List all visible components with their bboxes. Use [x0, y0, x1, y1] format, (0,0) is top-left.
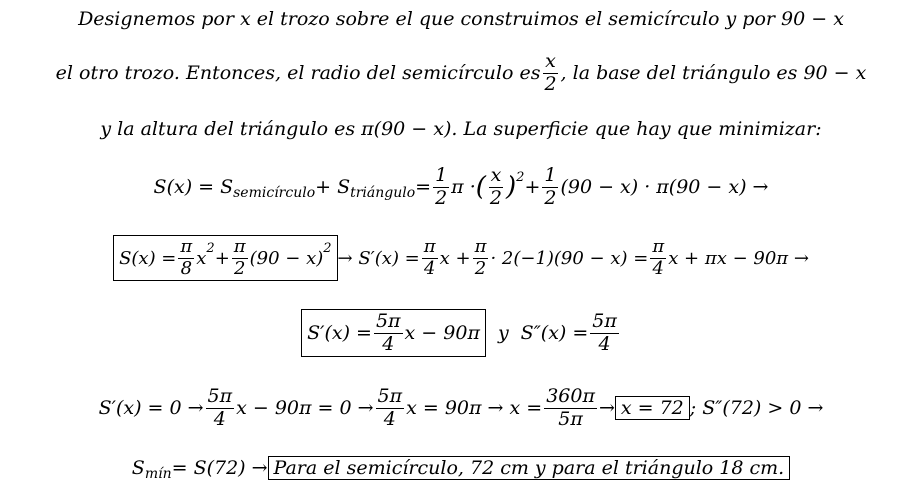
eq2-box-lhs: S(x) =	[119, 247, 177, 269]
eq1-subscript-semicirculo: semicírculo	[233, 185, 316, 201]
eq4-fraction-1	[206, 384, 235, 430]
fraction-denominator: 5π	[558, 407, 583, 430]
fraction-numerator: 5π	[592, 309, 617, 332]
text-line-2-before: el otro trozo. Entonces, el radio del semicírculo es	[55, 62, 541, 84]
eq1-right-paren: )	[506, 172, 517, 202]
eq1-left-paren: (	[475, 172, 486, 202]
eq5-subscript-min: mín	[144, 466, 172, 482]
fraction-numerator: 5π	[375, 309, 401, 332]
eq2-fraction-2	[473, 235, 489, 279]
fraction-denominator: 4	[213, 407, 226, 430]
fraction-numerator: π	[474, 235, 487, 257]
fraction-denominator: 4	[382, 332, 395, 355]
eq2-boxed-function	[113, 235, 337, 282]
equation-4	[0, 380, 922, 436]
eq4-fraction-2	[376, 384, 405, 430]
fraction-denominator: 4	[423, 257, 436, 279]
eq1-tail: (90 − x) · π(90 − x) →	[560, 176, 769, 198]
eq3-conjunction: y	[497, 322, 509, 344]
fraction-numerator: 1	[544, 163, 557, 186]
fraction-denominator: 4	[383, 407, 396, 430]
eq3-second-derivative: S″(x) =	[520, 322, 589, 344]
eq4-tail: ; S″(72) > 0 →	[689, 397, 824, 419]
equation-3	[0, 305, 922, 361]
fraction-numerator: π	[180, 235, 193, 257]
fraction-numerator: π	[233, 235, 246, 257]
text-line-2	[0, 48, 922, 98]
fraction-denominator: 4	[598, 332, 611, 355]
text-line-3-content: y la altura del triángulo es π(90 − x). La superficie que hay que minimizar:	[100, 118, 822, 140]
eq5-s: S	[131, 457, 145, 479]
fraction-denominator: 8	[180, 257, 193, 279]
text-line-1-content: Designemos por x el trozo sobre el que construimos el semicírculo y por 90 − x	[78, 8, 844, 30]
eq2-mid: x +	[439, 247, 471, 269]
eq1-pi-dot: π ·	[451, 176, 476, 198]
fraction-numerator: x	[545, 49, 556, 72]
fraction-x-over-2	[542, 49, 558, 95]
eq2-box-tail: (90 − x)	[249, 247, 324, 269]
eq2-box-x: x	[196, 247, 207, 269]
eq3-box-fraction	[374, 309, 403, 355]
eq2-mid-2: · 2(−1)(90 − x) =	[490, 247, 649, 269]
fraction-numerator: 360π	[546, 384, 595, 407]
eq2-box-plus: +	[214, 247, 230, 269]
equation-5	[0, 452, 922, 484]
eq4-mid-2: x = 90π → x =	[406, 397, 543, 419]
eq2-box-fraction-1	[178, 235, 194, 279]
equation-1	[0, 160, 922, 214]
equation-2	[0, 230, 922, 286]
eq2-box-superscript-2: 2	[323, 240, 332, 256]
fraction-numerator: 5π	[207, 384, 233, 407]
eq3-box-tail: x − 90π	[404, 322, 480, 344]
fraction-numerator: π	[423, 235, 436, 257]
eq1-lhs: S(x) = S	[153, 176, 234, 198]
fraction-denominator: 4	[652, 257, 664, 279]
text-line-2-after: , la base del triángulo es 90 − x	[560, 62, 867, 84]
eq3-boxed-derivative	[301, 309, 486, 358]
eq4-start: S′(x) = 0 →	[98, 397, 204, 419]
fraction-numerator: x	[490, 163, 502, 186]
eq3-box-lhs: S′(x) =	[307, 322, 372, 344]
eq1-subscript-triangulo: triángulo	[350, 185, 416, 201]
eq2-derivative-start: → S′(x) =	[337, 247, 420, 269]
eq2-fraction-1	[422, 235, 438, 279]
eq2-box-fraction-2	[232, 235, 248, 279]
eq5-boxed-conclusion: Para el semicírculo, 72 cm y para el triángulo 18 cm.	[268, 456, 791, 480]
text-line-1	[0, 6, 922, 32]
eq2-fraction-3	[650, 235, 666, 279]
eq2-box-superscript: 2	[206, 240, 215, 256]
eq1-superscript: 2	[516, 169, 525, 185]
fraction-denominator: 2	[474, 257, 487, 279]
eq4-arrow: →	[598, 397, 615, 419]
fraction-numerator: π	[652, 235, 665, 257]
fraction-numerator: 1	[435, 163, 448, 186]
eq3-fraction-2	[590, 309, 619, 355]
eq5-mid: = S(72) →	[171, 457, 268, 479]
eq1-fraction-1	[433, 163, 449, 209]
eq4-boxed-result: x = 72	[615, 396, 690, 420]
eq2-tail: x + πx − 90π →	[668, 247, 809, 269]
eq4-mid-1: x − 90π = 0 →	[236, 397, 374, 419]
fraction-denominator: 2	[233, 257, 246, 279]
eq1-equals: =	[415, 176, 432, 198]
fraction-denominator: 2	[544, 186, 557, 209]
eq1-plus: + S	[315, 176, 351, 198]
fraction-numerator: 5π	[377, 384, 403, 407]
eq4-fraction-3	[544, 384, 597, 430]
eq1-plus-2: +	[524, 176, 541, 198]
eq1-fraction-2	[488, 163, 504, 209]
fraction-denominator: 2	[489, 186, 502, 209]
text-line-3	[0, 116, 922, 142]
fraction-denominator: 2	[544, 72, 557, 95]
eq1-fraction-3	[542, 163, 558, 209]
fraction-denominator: 2	[435, 186, 448, 209]
